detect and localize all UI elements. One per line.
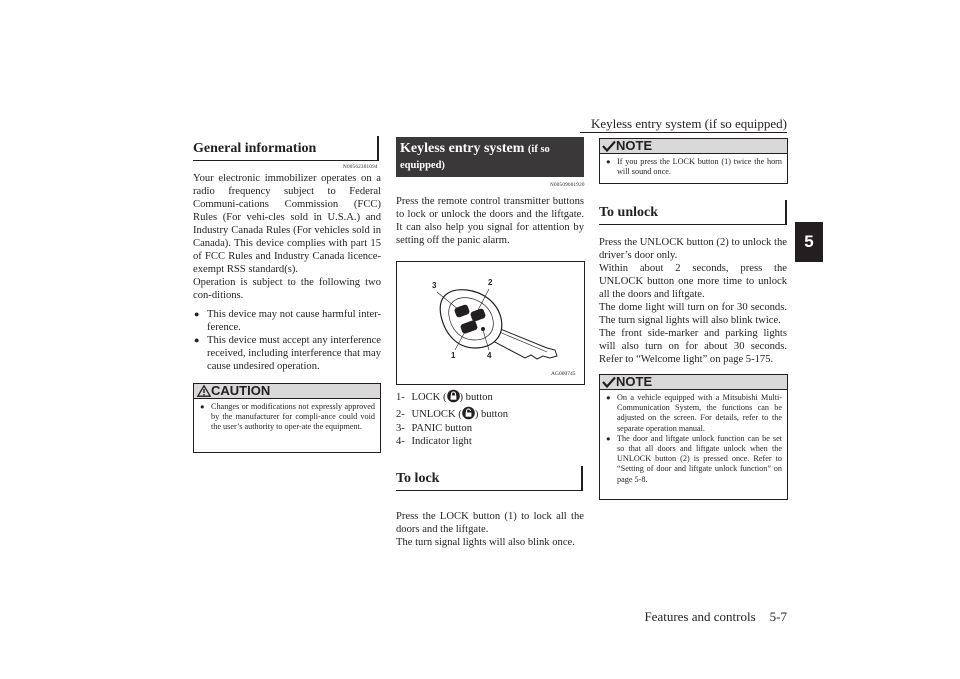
- note-icon-2: [602, 376, 616, 388]
- legend-num: 4-: [396, 436, 405, 447]
- figure-code: AG000745: [551, 371, 576, 377]
- to-lock-rule: [396, 490, 583, 491]
- caution-list: [199, 402, 375, 433]
- general-info-rule: [193, 160, 379, 161]
- legend-text: UNLOCK (: [411, 409, 462, 420]
- legend-item-lock: [396, 389, 493, 403]
- to-unlock-rule: [599, 224, 787, 225]
- to-unlock-para-2: Within about 2 seconds, press the UNLOCK button one more time to unlock all the doors and liftgate.: [599, 263, 787, 300]
- general-info-para-2: Operation is subject to the following two con-ditions.: [193, 277, 381, 301]
- callout-4: 4: [487, 351, 492, 360]
- general-info-body: [193, 172, 381, 373]
- to-lock-para: Press the LOCK button (1) to lock all the doors and the liftgate.: [396, 511, 584, 535]
- callout-2: 2: [488, 278, 493, 287]
- list-item: ● Changes or modifications not expressly approved by the manufacturer for compli-ance could void the user’s authority to oper-ate the equipment.: [199, 402, 375, 433]
- to-lock-body: [396, 510, 584, 549]
- list-item: ● On a vehicle equipped with a Mitsubishi Multi-Communication System, the functions can be adjusted on the screen. For details, refer to the separate operation manual.: [605, 393, 782, 434]
- callout-3: 3: [432, 281, 437, 290]
- note-list-2: [605, 393, 782, 485]
- callout-1: 1: [451, 351, 456, 360]
- key-fob-figure: [396, 261, 585, 385]
- legend-num: 1-: [396, 392, 405, 403]
- legend-text: Indicator light: [411, 436, 472, 447]
- general-info-code: N00562301094: [343, 164, 378, 170]
- legend-num: 2-: [396, 409, 405, 420]
- keyless-title-main: Keyless entry system: [400, 141, 525, 156]
- keyless-title-block: [396, 137, 584, 177]
- keyless-body: [396, 195, 584, 247]
- chapter-tab: 5: [795, 222, 823, 262]
- to-lock-title: To lock: [396, 471, 440, 486]
- legend-item-panic: [396, 423, 472, 434]
- note-box-2: [599, 374, 788, 500]
- list-item: ● This device may not cause harmful inter-ference.: [193, 308, 381, 334]
- keyless-title-line2: equipped): [400, 160, 445, 171]
- page-footer: [580, 609, 787, 625]
- legend-text: PANIC button: [411, 423, 473, 434]
- keyless-para: Press the remote control transmitter buttons to lock or unlock the doors and the liftgate. It can also help you signal for attention by setting off the panic alarm.: [396, 196, 584, 246]
- legend-num: 3-: [396, 423, 405, 434]
- note-icon: [602, 140, 616, 152]
- warning-icon: [197, 385, 211, 397]
- legend-text-end: ) button: [459, 392, 493, 403]
- to-unlock-body: [599, 236, 787, 366]
- legend-text-end: ) button: [474, 409, 509, 420]
- list-item: ● This device must accept any interference received, including interference that may cause undesired operation.: [193, 334, 381, 373]
- to-unlock-para-1: Press the UNLOCK button (2) to unlock the driver’s door only.: [599, 237, 787, 261]
- note-list: [605, 157, 782, 177]
- to-unlock-para-3: The dome light will turn on for 30 seconds. The turn signal lights will also blink twice.: [599, 302, 787, 326]
- legend-text: LOCK (: [411, 392, 447, 403]
- keyless-code: N00509001920: [550, 182, 585, 188]
- to-lock-rule-end: [581, 466, 583, 491]
- to-unlock-title: To unlock: [599, 205, 659, 220]
- legend-item-indicator: [396, 436, 472, 447]
- keyless-title-small: (if so: [527, 144, 550, 155]
- lock-icon: [447, 389, 460, 403]
- list-item: ● The door and liftgate unlock function can be set so that all doors and liftgate unlock when the UNLOCK button (2) is pressed once. Refer to “Setting of door and liftgate unlock function” on page 5-8.: [605, 434, 782, 485]
- general-info-title: General information: [193, 141, 317, 156]
- general-info-para: Your electronic immobilizer operates on a radio frequency subject to Federal Communi-cations Commission (FCC) Rules (For vehi-cles sold in U.S.A.) and Industry Canada Rules (For vehicles sold in Canada). This device complies with part 15 of FCC Rules and Industry Canada licence-exempt RSS standard(s).: [193, 173, 381, 275]
- footer-section: Features and controls: [644, 609, 756, 624]
- page-number: 5-7: [769, 609, 787, 624]
- running-header: Keyless entry system (if so equipped): [590, 116, 787, 131]
- caution-label: CAUTION: [211, 383, 271, 398]
- note-label: NOTE: [616, 138, 653, 153]
- note-label-2: NOTE: [616, 374, 653, 389]
- to-unlock-para-4: The front side-marker and parking lights will also turn on for about 30 seconds. Refer to “Welcome light” on page 5-175.: [599, 328, 787, 365]
- legend-item-unlock: [396, 406, 508, 420]
- list-item: ● If you press the LOCK button (1) twice the horn will sound once.: [605, 157, 782, 177]
- unlock-icon: [462, 406, 475, 420]
- general-info-bullets: [193, 308, 381, 373]
- header-rule: [580, 132, 787, 133]
- general-info-rule-end: [377, 136, 379, 161]
- to-lock-para-2: The turn signal lights will also blink once.: [396, 537, 575, 548]
- to-unlock-rule-end: [785, 200, 787, 225]
